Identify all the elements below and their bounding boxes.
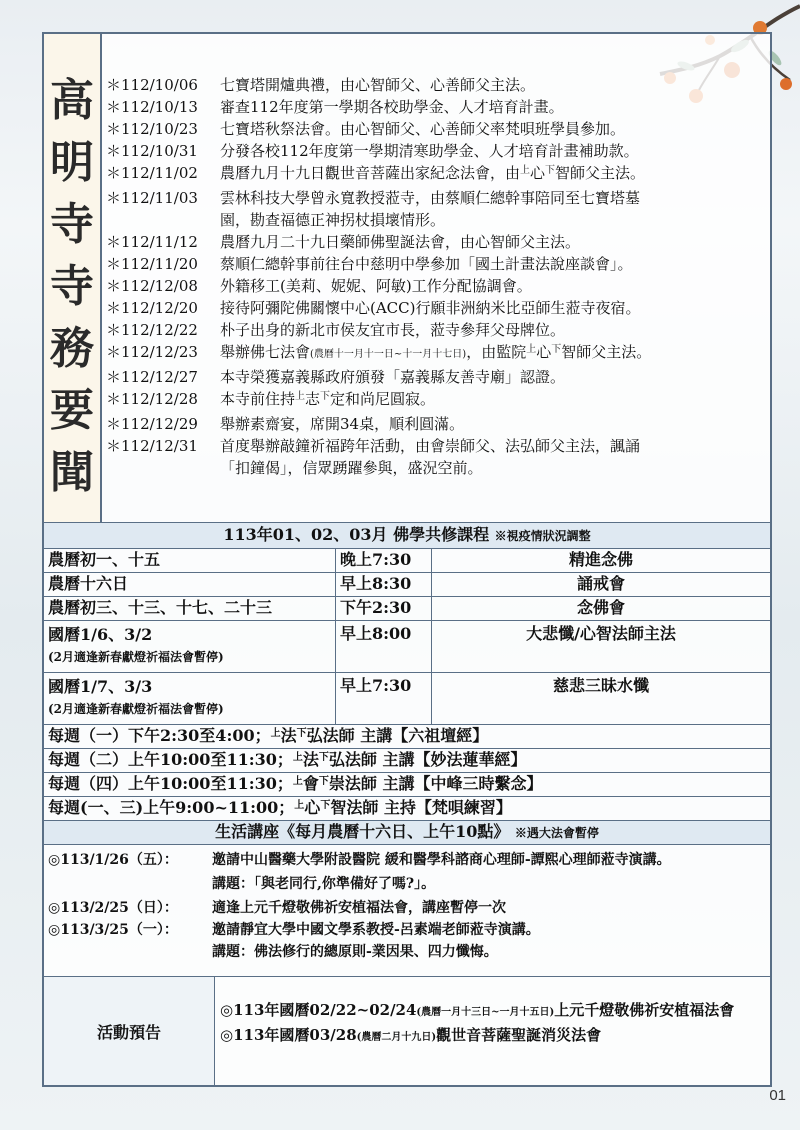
- weekly-row: 每週（一）下午2:30至4:00；$^上$法$^下$弘法師 主講【六祖壇經】: [44, 724, 770, 748]
- weekly-row: 每週(一、三)上午9:00~11:00；$^上$心$^下$智法師 主持【梵唄練習】: [44, 796, 770, 820]
- news-list: [106, 74, 766, 479]
- news-item: ＊112/12/22 朴子出身的新北市侯友宜市長，蒞寺參拜父母牌位。: [106, 321, 566, 339]
- news-item: ＊112/10/31 分發各校112年度第一學期清寒助學金、人才培育計畫補助款。: [106, 142, 639, 160]
- news-item: ＊112/10/23 七寶塔秋祭法會。由心智師父、心善師父率梵唄班學員參加。: [106, 120, 626, 138]
- news-item: ＊112/11/20 蔡順仁總幹事前往台中慈明中學參加「國土計畫法說座談會」。: [106, 255, 633, 273]
- weekly-row: 每週（四）上午10:00至11:30；$^上$會$^下$崇法師 主講【中峰三時繫念】: [44, 772, 770, 796]
- lecture-item: ◎113/3/25（一）： 邀請靜宜大學中國文學系教授-呂素端老師蒞寺演講。: [48, 922, 540, 938]
- activity-preview-label: 活動預告: [44, 977, 215, 1085]
- activity-preview-text: ◎113年國曆02/22~02/24(農曆一月十三日~一月十五日)上元千燈敬佛祈安植福法會 ◎113年國曆03/28(農曆二月十九日)觀世音菩薩聖誕消災法會: [220, 1001, 735, 1044]
- activity-preview: [44, 976, 770, 1085]
- course-row: 農曆初三、十三、十七、二十三 下午2:30 念佛會: [44, 596, 770, 620]
- courses-header: 113年01、02、03月 佛學共修課程 ※視疫情狀況調整: [44, 522, 770, 548]
- news-item: ＊112/12/28 本寺前住持$^上$志$^下$定和尚尼圓寂。: [106, 390, 436, 408]
- lectures-header: 生活講座《每月農曆十六日、上午10點》 ※遇大法會暫停: [44, 820, 770, 844]
- news-item: ＊112/11/12 農曆九月二十九日藥師佛聖誕法會，由心智師父主法。: [106, 233, 581, 251]
- lecture-topic: 講題：「與老同行,你準備好了嗎?」。: [212, 876, 436, 892]
- lecture-item: ◎113/1/26（五）： 邀請中山醫藥大學附設醫院 緩和醫學科諮商心理師-譚熙心理師蒞寺演講。: [48, 852, 671, 868]
- page-number: 01: [769, 1087, 786, 1104]
- lectures-list: [44, 844, 770, 976]
- news-title-column: [44, 34, 102, 522]
- news-item: ＊112/11/03 雲林科技大學曾永寬教授蒞寺，由蔡順仁總幹事陪同至七寶塔墓 園，勘查福德正神拐杖損壞情形。: [106, 189, 641, 229]
- news-title-char: 寺: [50, 199, 94, 250]
- news-title-char: 聞: [50, 447, 94, 498]
- lecture-topic: 講題：佛法修行的總原則-業因果、四力懺悔。: [212, 944, 498, 960]
- news-title-char: 寺: [50, 261, 94, 312]
- news-item: ＊112/11/02 農曆九月十九日觀世音菩薩出家紀念法會，由$^上$心$^下$智師父主法。: [106, 164, 646, 182]
- news-item: ＊112/12/27 本寺榮獲嘉義縣政府頒發「嘉義縣友善寺廟」認證。: [106, 368, 566, 386]
- course-row: 農曆十六日 早上8:30 誦戒會: [44, 572, 770, 596]
- news-item: ＊112/12/23 舉辦佛七法會(農曆十一月十一日~十一月十七日)，由監院$^上$心$^下$智師父主法。: [106, 343, 652, 361]
- news-item: ＊112/12/31 首度舉辦敲鐘祈福跨年活動，由會崇師父、法弘師父主法，諷誦 「扣鐘偈」，信眾踴躍參與，盛況空前。: [106, 437, 641, 477]
- course-row: 農曆初一、十五 晚上7:30 精進念佛: [44, 548, 770, 572]
- newsletter-page: [42, 32, 772, 1087]
- course-row: 國曆1/6、3/2 (2月適逢新春獻燈祈福法會暫停) 早上8:00 大悲懺/心智法師主法: [44, 620, 770, 672]
- news-title-char: 高: [50, 75, 94, 126]
- course-row: 國曆1/7、3/3 (2月適逢新春獻燈祈福法會暫停) 早上7:30 慈悲三昧水懺: [44, 672, 770, 724]
- news-title-char: 務: [50, 323, 94, 374]
- news-item: ＊112/12/29 舉辦素齋宴，席開34桌，順利圓滿。: [106, 415, 465, 433]
- news-item: ＊112/10/13 審查112年度第一學期各校助學金、人才培育計畫。: [106, 98, 564, 116]
- lecture-item: ◎113/2/25（日）： 適逢上元千燈敬佛祈安植福法會，講座暫停一次: [48, 900, 506, 916]
- news-item: ＊112/12/08 外籍移工(美莉、妮妮、阿敏)工作分配協調會。: [106, 277, 532, 295]
- news-item: ＊112/10/06 七寶塔開爐典禮，由心智師父、心善師父主法。: [106, 76, 536, 94]
- weekly-row: 每週（二）上午10:00至11:30；$^上$法$^下$弘法師 主講【妙法蓮華經】: [44, 748, 770, 772]
- news-title-char: 要: [50, 385, 94, 436]
- news-title-char: 明: [50, 137, 94, 188]
- news-item: ＊112/12/20 接待阿彌陀佛關懷中心(ACC)行願非洲納米比亞師生蒞寺夜宿。: [106, 299, 641, 317]
